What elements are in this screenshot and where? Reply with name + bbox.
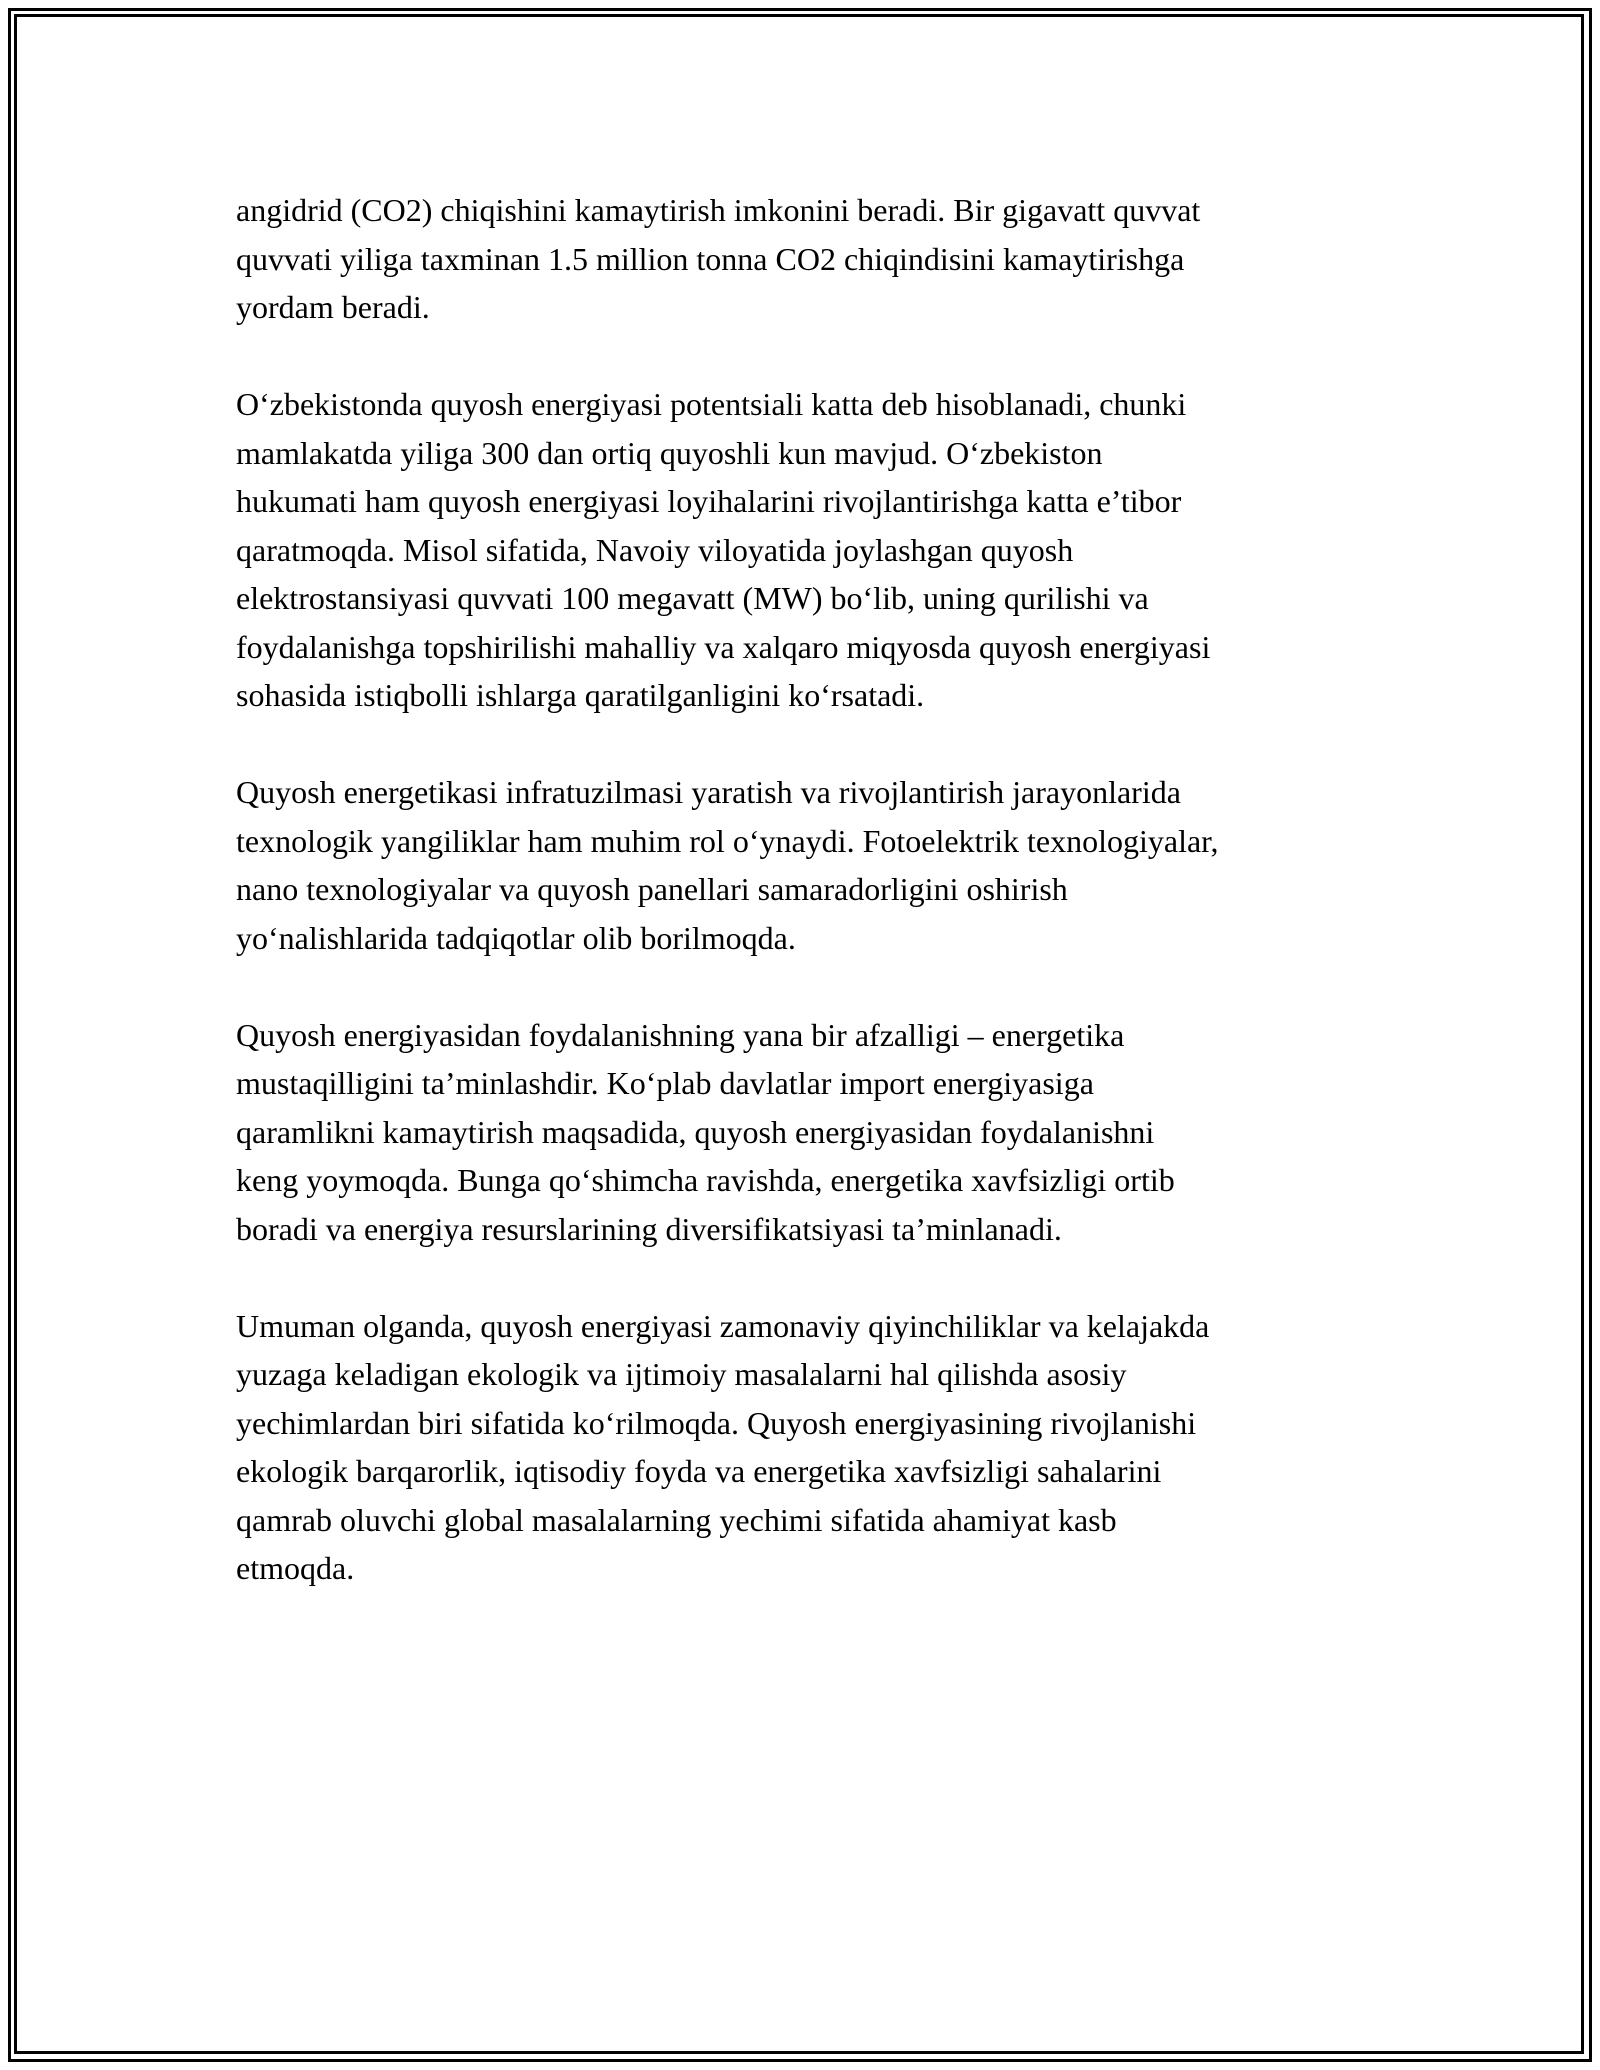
text-line: hukumati ham quyosh energiyasi loyihalarini rivojlantirishga katta e’tibor [236, 483, 1182, 519]
paragraph-conclusion [236, 1302, 1366, 1593]
text-line: elektrostansiyasi quvvati 100 megavatt (MW) bo‘lib, uning qurilishi va [236, 580, 1149, 616]
text-line: angidrid (CO2) chiqishini kamaytirish imkonini beradi. Bir gigavatt quvvat [236, 192, 1201, 228]
text-line: Umuman olganda, quyosh energiyasi zamonaviy qiyinchiliklar va kelajakda [236, 1307, 1210, 1344]
text-line: qaramlikni kamaytirish maqsadida, quyosh energiyasidan foydalanishni [236, 1113, 1155, 1150]
paragraph-uzbekistan-potential [236, 380, 1366, 720]
text-line: yuzaga keladigan ekologik va ijtimoiy masalalarni hal qilishda asosiy [236, 1356, 1127, 1392]
text-line: ekologik barqarorlik, iqtisodiy foyda va energetika xavfsizligi sahalarini [236, 1453, 1162, 1489]
text-line: O‘zbekistonda quyosh energiyasi potentsiali katta deb hisoblanadi, chunki [236, 386, 1187, 422]
text-line: qaratmoqda. Misol sifatida, Navoiy viloyatida joylashgan quyosh [236, 531, 1074, 568]
text-line: keng yoymoqda. Bunga qo‘shimcha ravishda, energetika xavfsizligi ortib [236, 1162, 1175, 1198]
text-line: etmoqda. [236, 1550, 355, 1586]
paragraph-technology-innovation [236, 768, 1366, 962]
text-line: nano texnologiyalar va quyosh panellari samaradorligini oshirish [236, 871, 1068, 907]
text-line: Quyosh energiyasidan foydalanishning yana bir afzalligi – energetika [236, 1016, 1125, 1053]
text-line: boradi va energiya resurslarining diversifikatsiyasi ta’minlanadi. [236, 1210, 1062, 1247]
text-line: texnologik yangiliklar ham muhim rol o‘ynaydi. Fotoelektrik texnologiyalar, [236, 822, 1219, 859]
paragraph-energy-independence [236, 1011, 1366, 1254]
text-line: mamlakatda yiliga 300 dan ortiq quyoshli kun mavjud. O‘zbekiston [236, 434, 1103, 471]
text-line: foydalanishga topshirilishi mahalliy va xalqaro miqyosda quyosh energiyasi [236, 628, 1211, 665]
text-line: quvvati yiliga taxminan 1.5 million tonna CO2 chiqindisini kamaytirishga [236, 240, 1185, 277]
text-line: yechimlardan biri sifatida ko‘rilmoqda. Quyosh energiyasining rivojlanishi [236, 1404, 1197, 1441]
text-line: yordam beradi. [236, 289, 430, 325]
text-line: yo‘nalishlarida tadqiqotlar olib borilmoqda. [236, 919, 796, 956]
document-body [236, 186, 1366, 1641]
text-line: Quyosh energetikasi infratuzilmasi yaratish va rivojlantirish jarayonlarida [236, 774, 1181, 810]
paragraph-co2-reduction [236, 186, 1366, 332]
text-line: mustaqilligini ta’minlashdir. Ko‘plab davlatlar import energiyasiga [236, 1065, 1094, 1101]
text-line: sohasida istiqbolli ishlarga qaratilganligini ko‘rsatadi. [236, 677, 925, 713]
text-line: qamrab oluvchi global masalalarning yechimi sifatida ahamiyat kasb [236, 1501, 1117, 1538]
